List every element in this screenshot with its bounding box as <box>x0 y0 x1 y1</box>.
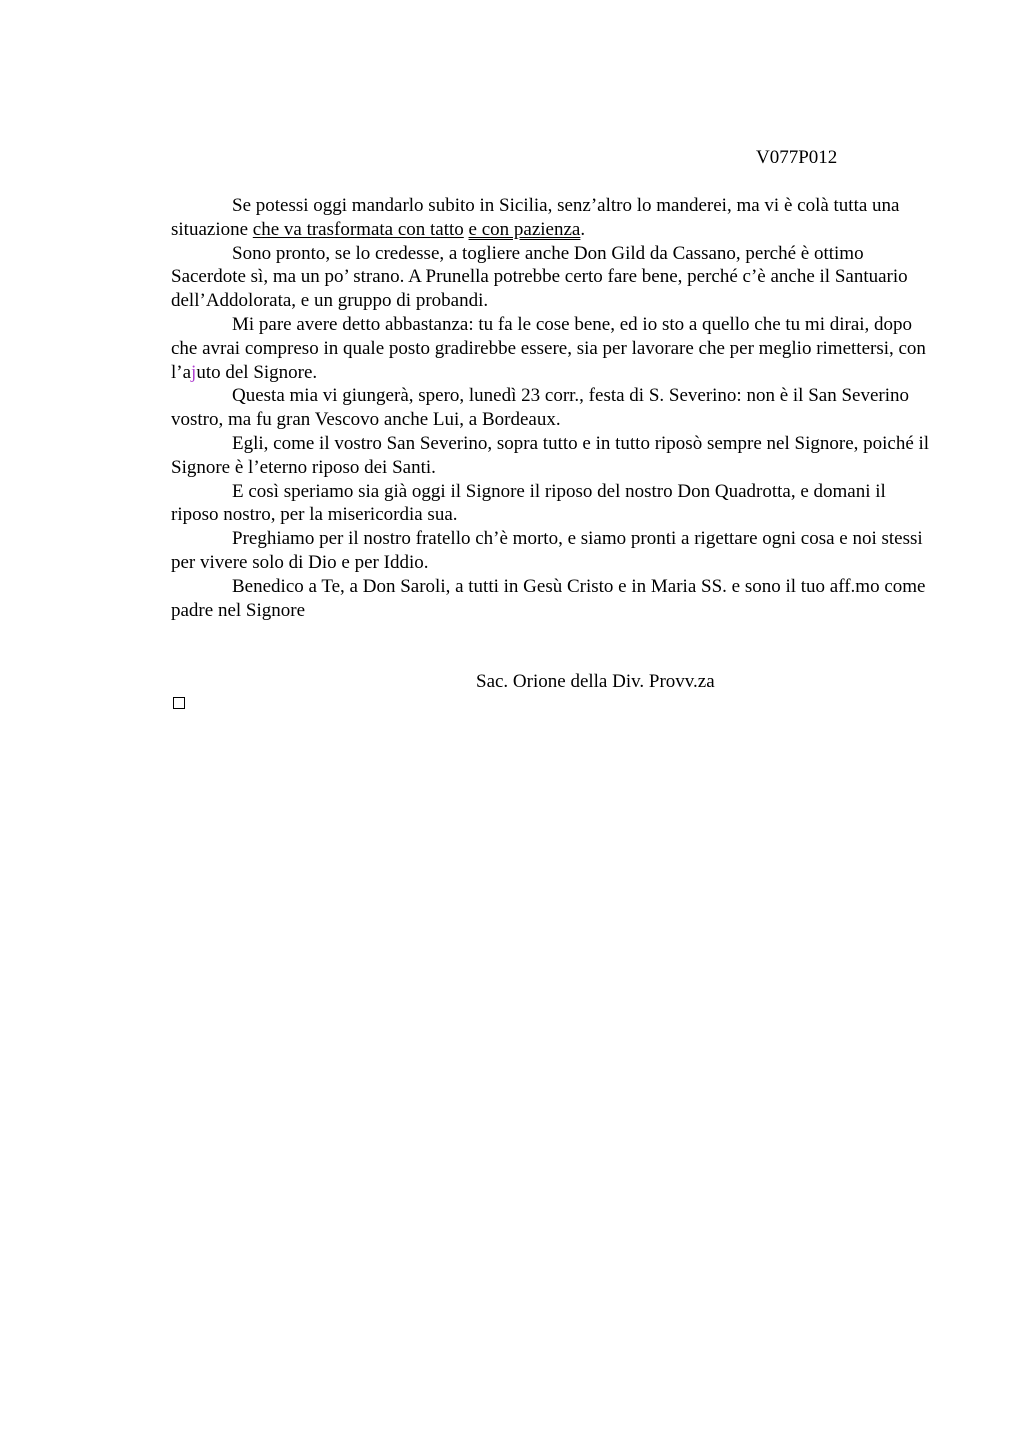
letter-body <box>171 194 931 622</box>
paragraph-3 <box>171 313 931 384</box>
highlighted-letter: j <box>191 361 197 383</box>
paragraph-4: Questa mia vi giungerà, spero, lunedì 23 corr., festa di S. Severino: non è il San Severino vostro, ma fu gran Vescovo anche Lui, a Bordeaux. <box>171 385 909 431</box>
paragraph-7: Preghiamo per il nostro fratello ch’è morto, e siamo pronti a rigettare ogni cosa e noi stessi per vivere solo di Dio e per Iddio. <box>171 528 923 573</box>
end-mark-box-icon <box>173 697 185 709</box>
paragraph-8: Benedico a Te, a Don Saroli, a tutti in Gesù Cristo e in Maria SS. e sono il tuo aff.mo come padre nel Signore <box>171 575 926 621</box>
paragraph-5: Egli, come il vostro San Severino, sopra tutto e in tutto riposò sempre nel Signore, poiché il Signore è l’eterno riposo dei Santi. <box>171 432 930 478</box>
signature: Sac. Orione della Div. Provv.za <box>476 671 715 692</box>
paragraph-3-text: Mi pare avere detto abbastanza: tu fa le cose bene, ed io sto a quello che tu mi dirai, dopo che avrai compreso in quale posto gradirebbe essere, sia per lavorare che per meglio rimettersi, con l’a <box>171 313 926 383</box>
paragraph-3-end: uto del Signore. <box>196 361 318 383</box>
paragraph-1-text: Se potessi oggi mandarlo subito in Sicilia, senz’altro lo manderei, ma vi è colà tutta una situazione <box>171 195 900 240</box>
paragraph-6: E così speriamo sia già oggi il Signore il riposo del nostro Don Quadrotta, e domani il riposo nostro, per la misericordia sua. <box>171 480 886 526</box>
underlined-phrase: che va trasformata con tatto <box>252 218 464 240</box>
paragraph-1 <box>171 194 931 242</box>
paragraph-2: Sono pronto, se lo credesse, a togliere anche Don Gild da Cassano, perché è ottimo Sacerdote sì, ma un po’ strano. A Prunella potrebbe certo fare bene, perché c’è anche il Santuario dell’Addolorata, e un gruppo di probandi. <box>171 242 908 312</box>
double-underlined-phrase: e con pazienza <box>468 218 581 240</box>
paragraph-1-end: . <box>580 218 586 240</box>
page-identifier: V077P012 <box>756 147 838 168</box>
